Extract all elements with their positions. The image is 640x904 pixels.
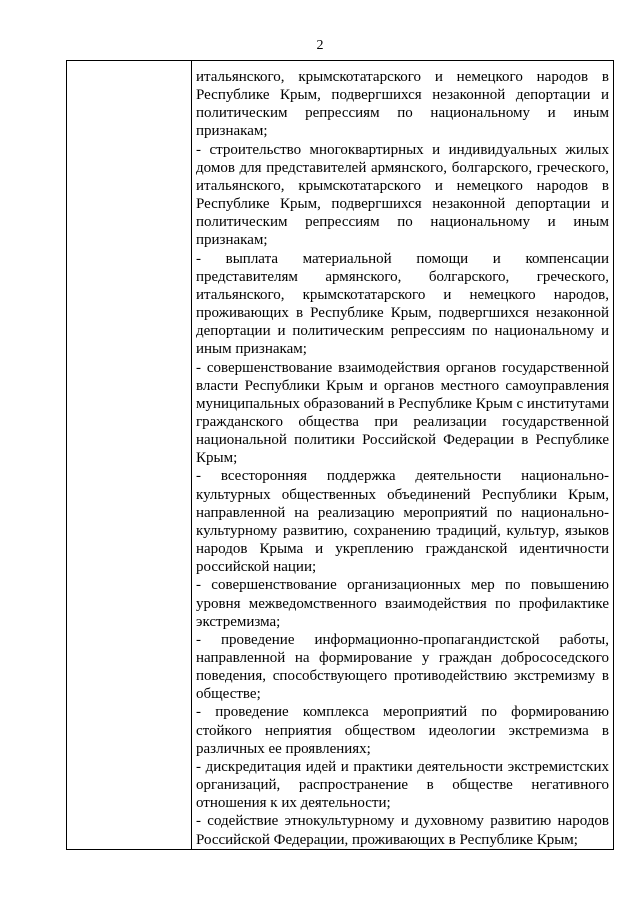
- paragraph: - совершенствование организационных мер по повышению уровня межведомственного взаимодействия по профилактике экстремизма;: [196, 577, 609, 630]
- content-table: [66, 60, 614, 850]
- paragraph: - всесторонняя поддержка деятельности национально-культурных общественных объединений Республики Крым, направленной на реализацию мероприятий по национально-культурному развитию, сохранению традиций, культур, языков народов Крыма и укреплению гражданской идентичности российской нации;: [196, 468, 609, 576]
- paragraph: - совершенствование взаимодействия органов государственной власти Республики Крым и органов местного самоуправления муниципальных образований в Республике Крым с институтами гражданского общества при реализации государственной национальной политики Российской Федерации в Республике Крым;: [196, 359, 609, 467]
- paragraph: - выплата материальной помощи и компенсации представителям армянского, болгарского, греческого, итальянского, крымскотатарского и немецкого народов, проживающих в Республике Крым, подвергшихся незаконной депортации и политическим репрессиям по национальному и иным признакам;: [196, 250, 609, 358]
- page-number: 2: [316, 38, 324, 53]
- table-cell-left: [67, 61, 192, 850]
- paragraph: - проведение комплекса мероприятий по формированию стойкого неприятия обществом идеологии экстремизма в различных ее проявлениях;: [196, 704, 609, 757]
- table-cell-right: [192, 61, 614, 850]
- paragraph: итальянского, крымскотатарского и немецкого народов в Республике Крым, подвергшихся незаконной депортации и политическим репрессиям по национальному и иным признакам;: [196, 69, 609, 140]
- paragraph: - строительство многоквартирных и индивидуальных жилых домов для представителей армянского, болгарского, греческого, итальянского, крымскотатарского и немецкого народов в Республике Крым, подвергшихся незаконной депортации и политическим репрессиям по национальному и иным признакам;: [196, 141, 609, 249]
- table-row: [67, 61, 614, 850]
- cell-content: [192, 61, 613, 849]
- paragraph: - содействие этнокультурному и духовному развитию народов Российской Федерации, проживающих в Республике Крым;: [196, 813, 609, 848]
- paragraph: - проведение информационно-пропагандистской работы, направленной на формирование у граждан добрососедского поведения, способствующего противодействию экстремизму в обществе;: [196, 631, 609, 703]
- paragraph: - дискредитация идей и практики деятельности экстремистских организаций, распространение в обществе негативного отношения к их деятельности;: [196, 758, 609, 812]
